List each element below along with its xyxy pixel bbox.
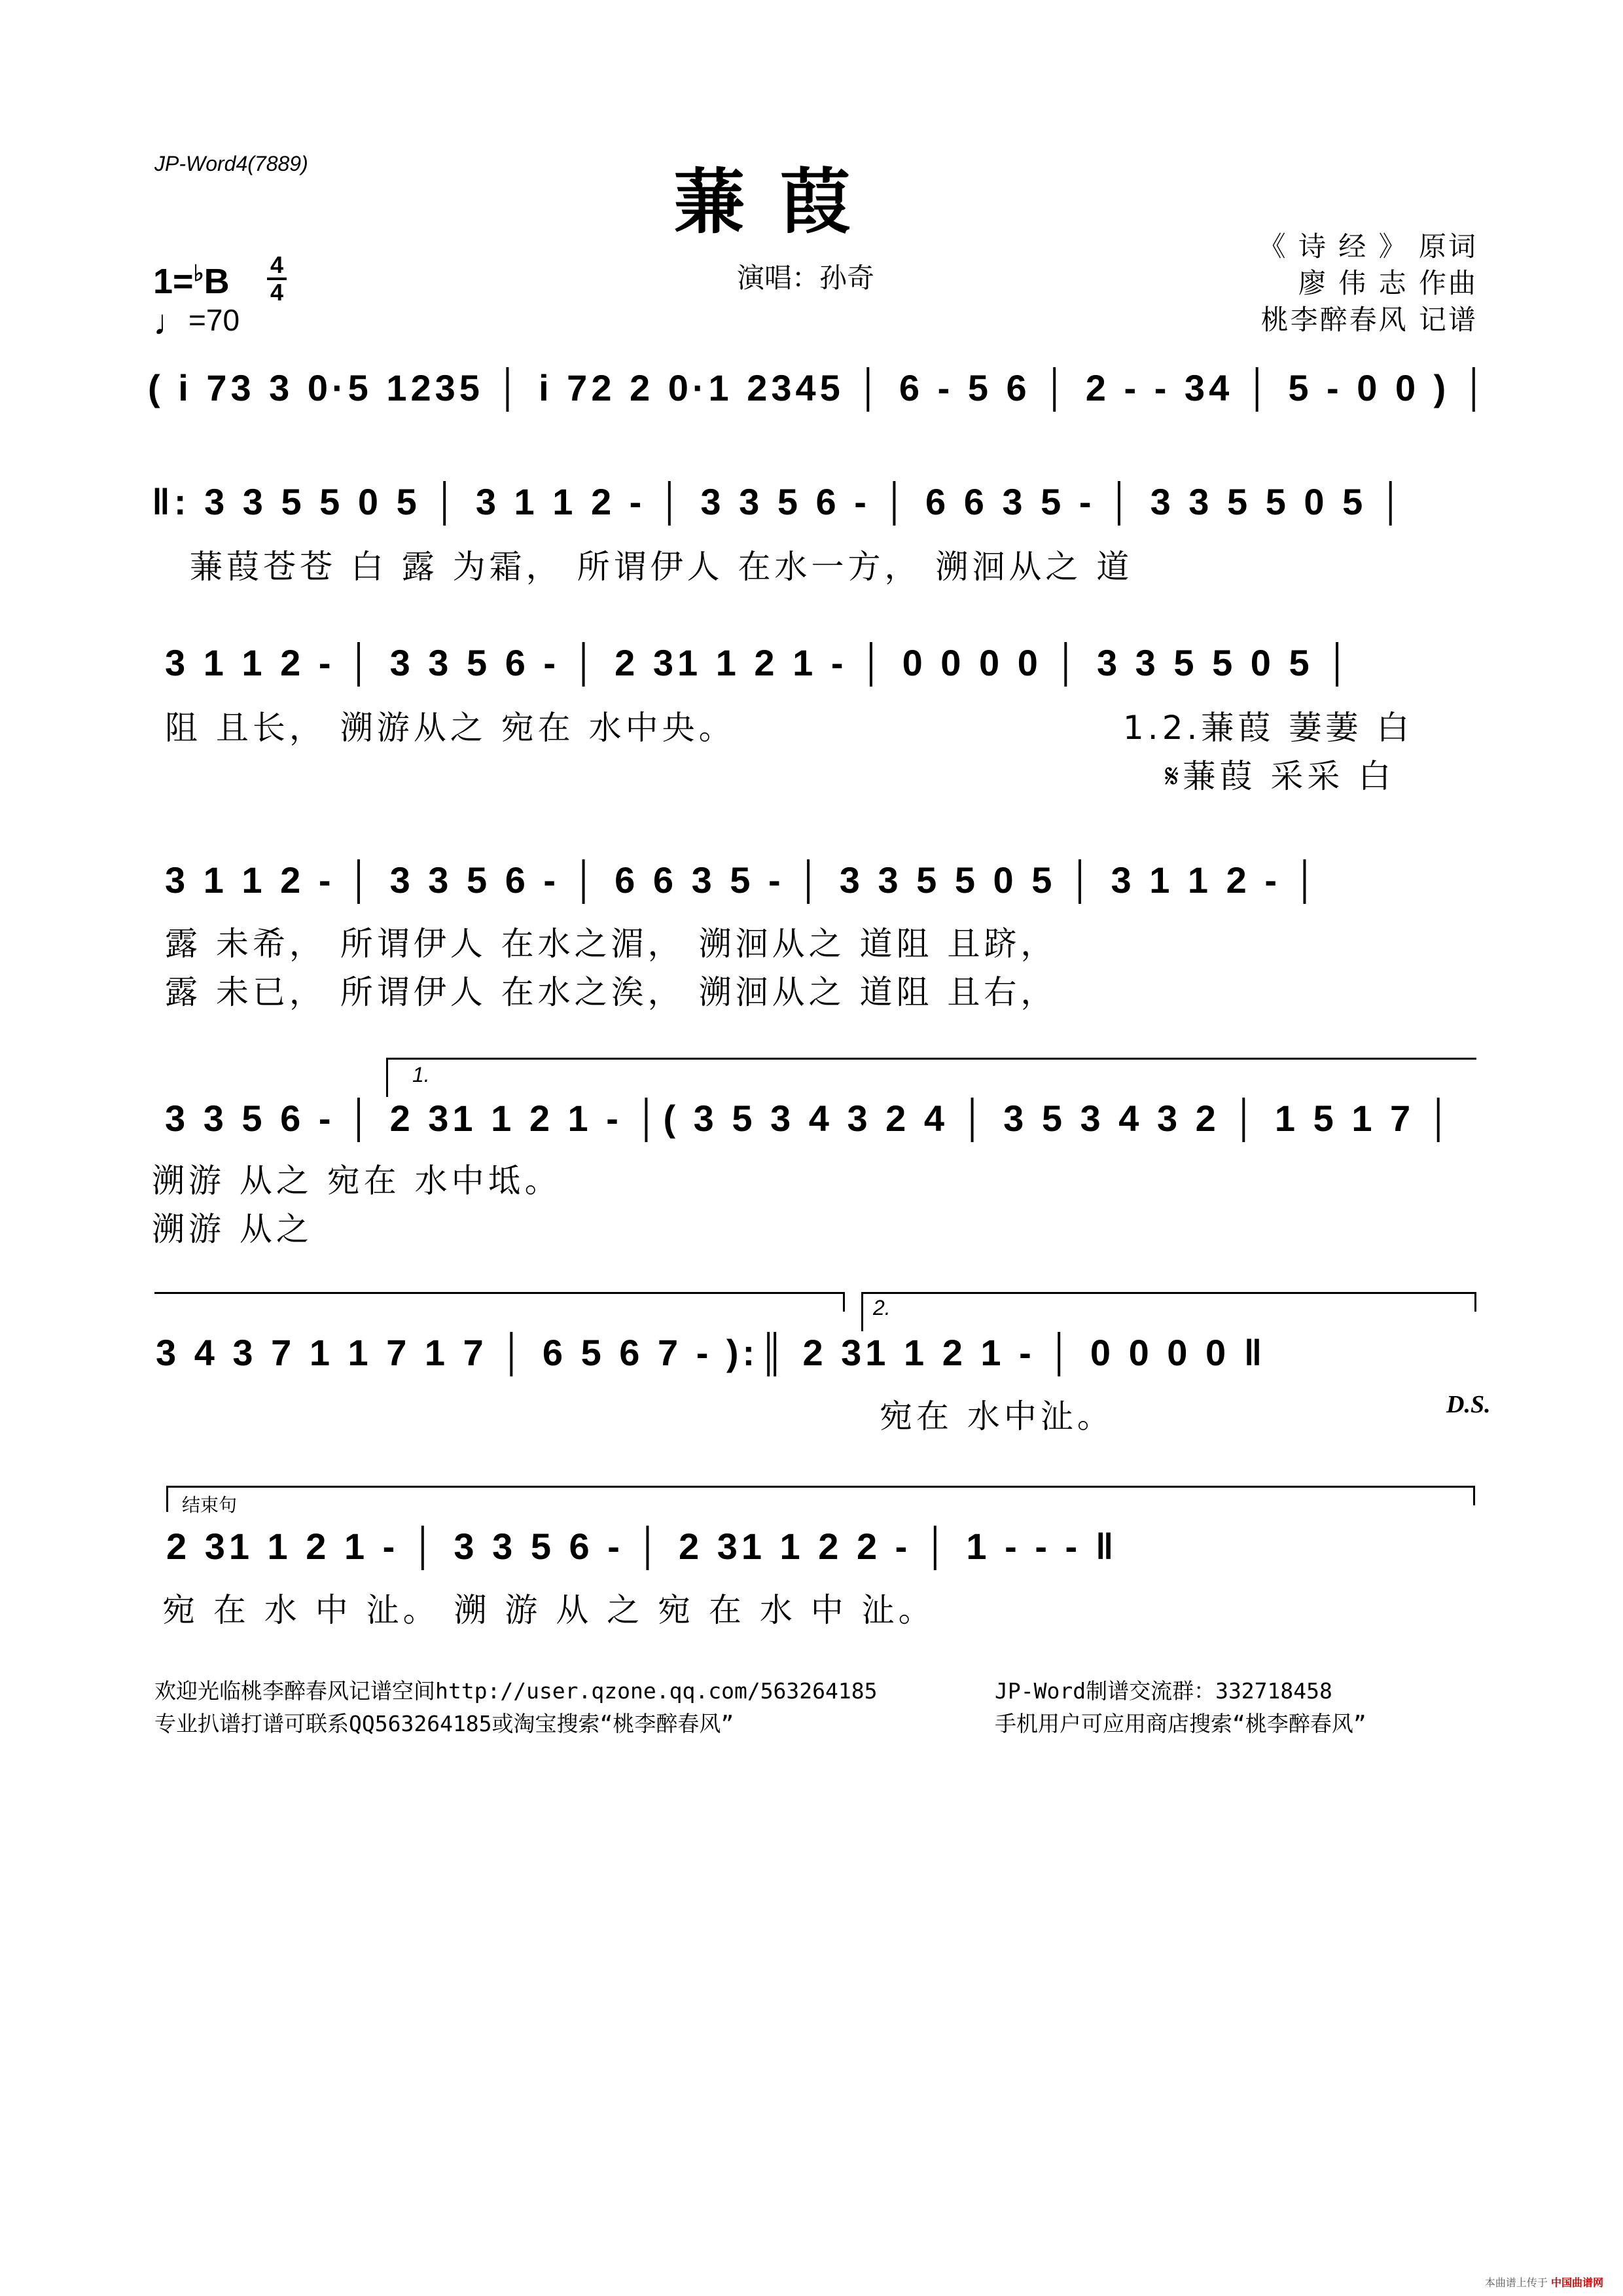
time-top: 4 [270,251,284,278]
volta-1-bracket [386,1058,1476,1060]
system-7-music: 2 31 1 2 1 - │ 3 3 5 6 - │ 2 31 1 2 2 - │ 1 - - - ‖ [166,1526,1118,1567]
song-title: 蒹 葭 [674,161,856,243]
time-signature [267,251,287,306]
key-signature [153,260,230,302]
volta-2-bracket [861,1292,1476,1294]
volta-1-continuation [154,1292,844,1294]
tempo-marking [153,302,240,342]
key-note: B [204,262,230,301]
system-4-lyrics-2: 露 未已， 所谓伊人 在水之涘， 溯洄从之 道阻 且右， [165,973,1058,1011]
system-5-music: 3 3 5 6 - │ 2 31 1 2 1 - │( 3 5 3 4 3 2 4 │ 3 5 3 4 3 2 │ 1 5 1 7 │ [165,1098,1455,1139]
volta-2-hook [861,1292,863,1331]
volta-2-end [1474,1292,1476,1312]
singer-credit: 演唱：孙奇 [737,262,875,294]
key-prefix: 1= [153,262,194,301]
system-3-verse-3-start: 𝄋蒹葭 采采 白 [1165,757,1395,795]
system-2-lyrics-1: 蒹葭苍苍 白 露 为霜， 所谓伊人 在水一方， 溯洄从之 道 [190,548,1133,586]
system-3-lyrics-1: 阻 且长， 溯游从之 宛在 水中央。 [165,709,736,747]
upload-stamp-text: 本曲谱上传于 [1484,2276,1548,2289]
system-4-music: 3 1 1 2 - │ 3 3 5 6 - │ 6 6 3 5 - │ 3 3 5 5 0 5 │ 3 1 1 2 - │ [165,859,1322,901]
time-bottom: 4 [270,279,284,306]
volta-2-label: 2. [873,1296,891,1319]
flat-sign: ♭ [193,261,204,286]
volta-1-hook [386,1058,388,1097]
ending-label: 结束句 [182,1494,238,1516]
system-3-verse-2-start: 1.2.蒹葭 萋萋 白 [1123,709,1414,747]
footer-qq-group: JP-Word制谱交流群：332718458 [995,1678,1332,1704]
upload-stamp-brand: 中国曲谱网 [1550,2276,1603,2289]
quarter-note-icon: ♩ [153,303,188,342]
system-5-lyrics-1: 溯游 从之 宛在 水中坻。 [152,1162,562,1200]
system-4-lyrics-1: 露 未希， 所谓伊人 在水之湄， 溯洄从之 道阻 且跻， [165,925,1058,963]
upload-stamp [1485,2274,1603,2289]
system-5-lyrics-2: 溯游 从之 [152,1210,313,1248]
footer-app-hint: 手机用户可应用商店搜索“桃李醉春风” [995,1711,1366,1736]
ending-bracket-right [1473,1486,1475,1505]
lyricist-credit: 《 诗 经 》 原词 [1258,230,1478,262]
tempo-value: =70 [188,303,240,337]
composer-credit: 廖 伟 志 作曲 [1298,267,1478,299]
software-label: JP-Word4(7889) [154,152,308,175]
volta-1-label: 1. [412,1063,430,1086]
ending-bracket-left [166,1486,168,1512]
system-1-music: ( i 73 3 0·5 1235 │ i 72 2 0·1 2345 │ 6 - 5 6 │ 2 - - 34 │ 5 - 0 0 ) │ [148,367,1491,408]
dal-segno-mark: D.S. [1446,1391,1491,1418]
footer-website: 欢迎光临桃李醉春风记谱空间http://user.qzone.qq.com/563264185 [154,1678,878,1704]
volta-1-end [843,1292,845,1312]
system-7-lyrics-1: 宛 在 水 中 沚。 溯 游 从 之 宛 在 水 中 沚。 [162,1591,935,1629]
system-6-lyrics-1: 宛在 水中沚。 [880,1397,1114,1435]
footer-contact: 专业扒谱打谱可联系QQ563264185或淘宝搜索“桃李醉春风” [154,1711,734,1736]
system-3-music: 3 1 1 2 - │ 3 3 5 6 - │ 2 31 1 2 1 - │ 0 0 0 0 │ 3 3 5 5 0 5 │ [165,642,1355,683]
system-2-music: ‖: 3 3 5 5 0 5 │ 3 1 1 2 - │ 3 3 5 6 - │ 6 6 3 5 - │ 3 3 5 5 0 5 │ [152,481,1408,522]
transcriber-credit: 桃李醉春风 记谱 [1260,304,1478,336]
system-6-music: 3 4 3 7 1 1 7 1 7 │ 6 5 6 7 - ):║ 2 31 1 2 1 - │ 0 0 0 0 ‖ [156,1332,1266,1373]
ending-bracket [166,1486,1475,1488]
